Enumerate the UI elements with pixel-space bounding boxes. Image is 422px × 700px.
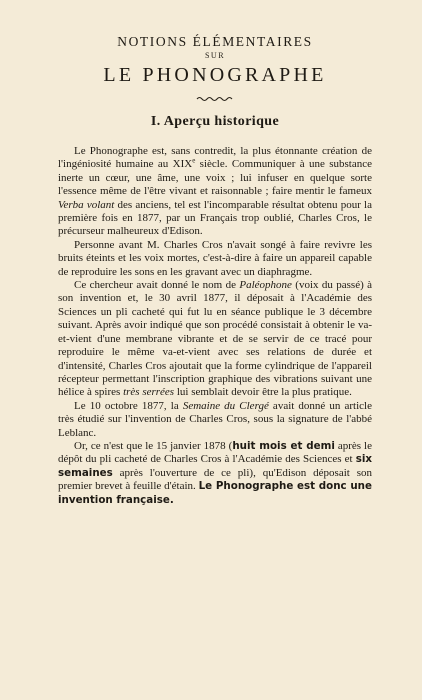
body-text	[58, 145, 372, 507]
header-sur: SUR	[204, 51, 226, 60]
header-title: LE PHONOGRAPHE	[103, 64, 327, 86]
paragraph-3: Ce chercheur avait donné le nom de Paléophone (voix du passé) à son invention et, le 30 avril 1877, il déposait à l'Académie des Sciences un pli cacheté qui fut lu en séance publique le 3 décembre suivant. Après avoir indiqué que son procédé consistait à obtenir le va-et-vient d'une membrane vibrante et de se servir de ce tracé pour reproduire le même va-et-vient avec ses relations de durée et d'intensité, Charles Cros ajoutait que la forme cylindrique de l'appareil récepteur permettant l'inscription graphique des vibrations suivant une hélice à spires très serrées lui semblait devoir être la plus pratique.	[58, 279, 373, 399]
paragraph-1: Le Phonographe est, sans contredit, la plus étonnante création de l'ingéniosité humaine au XIXe siècle. Communiquer à une substance inerte un cœur, une âme, une voix ; lui infuser en quelque sorte l'essence même de l'être vivant et raisonnable ; faire mentir le fameux Verba volant des anciens, tel est l'incomparable résultat obtenu pour la première fois en 1877, par un Français trop oublié, Charles Cros, le précurseur malheureux d'Edison.	[58, 145, 372, 238]
ornament-divider	[196, 95, 234, 103]
section-title: I. Aperçu historique	[150, 114, 280, 129]
header-line1: NOTIONS ÉLÉMENTAIRES	[117, 34, 313, 49]
paragraph-5: Or, ce n'est que le 15 janvier 1878 (huit mois et demi après le dépôt du pli cacheté de Charles Cros à l'Académie des Sciences et six semaines après l'ouverture de ce pli), qu'Edison déposait son premier brevet à feuille d'étain. Le Phonographe est donc une invention française.	[58, 439, 372, 506]
paragraph-4: Le 10 octobre 1877, la Semaine du Clergé avait donné un article très étudié sur l'invention de Charles Cros, sous la signature de l'abbé Leblanc.	[58, 399, 372, 439]
paragraph-2: Personne avant M. Charles Cros n'avait songé à faire revivre les bruits éteints et les voix mortes, c'est-à-dire à faire un appareil capable de reproduire les sons en les gravant avec un diaphragme.	[58, 238, 372, 278]
